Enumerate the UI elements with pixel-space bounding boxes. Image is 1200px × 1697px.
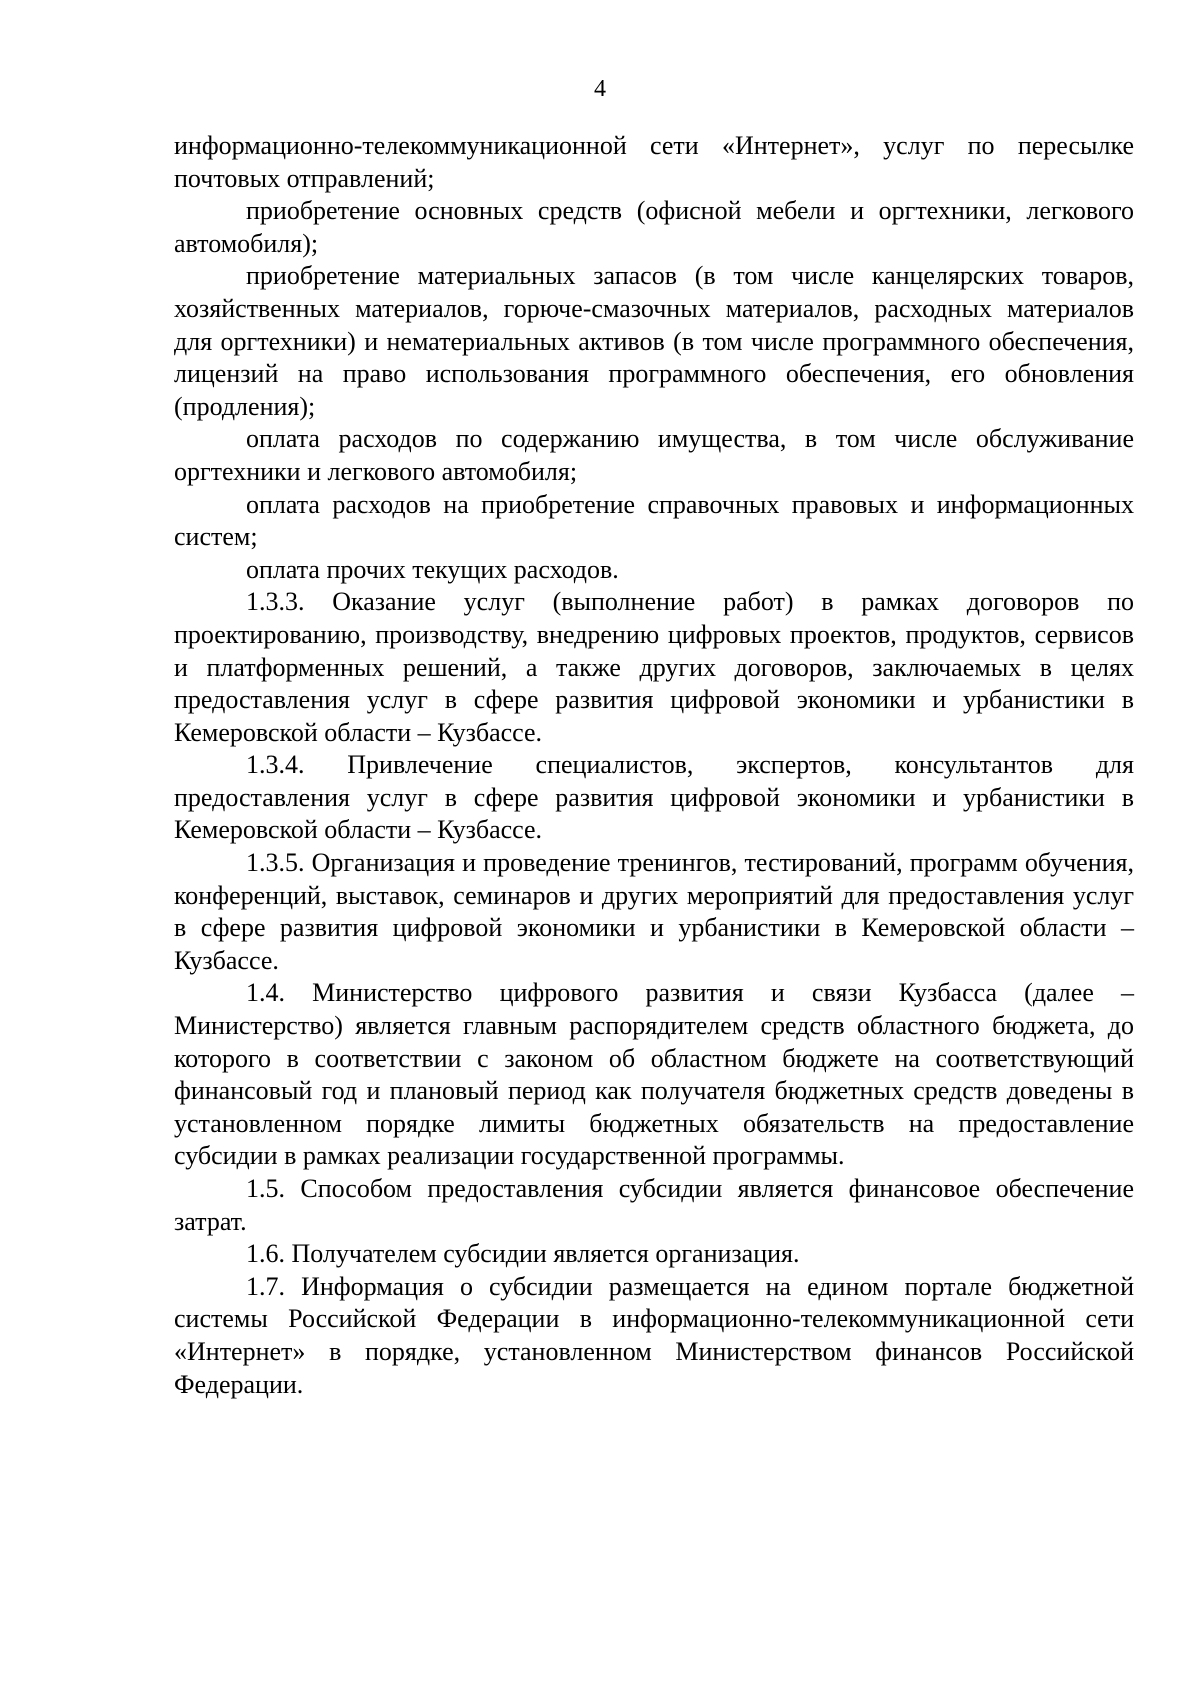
paragraph-material-stocks: приобретение материальных запасов (в том числе канцелярских товаров, хозяйственных материалов, горюче-смазочных материалов, расходных материалов для оргтехники) и нематериальных активов (в том числе программного обеспечения, лицензий на право использования программного обеспечения, его обновления (продления);: [174, 261, 1134, 421]
document-body: [174, 130, 1134, 1401]
paragraph-1-5: 1.5. Способом предоставления субсидии является финансовое обеспечение затрат.: [174, 1174, 1134, 1236]
paragraph-1-3-5: 1.3.5. Организация и проведение тренингов, тестирований, программ обучения, конференций, выставок, семинаров и других мероприятий для предоставления услуг в сфере развития цифровой экономики и урбанистики в Кемеровской области – Кузбассе.: [174, 848, 1134, 975]
paragraph-property-maintenance: оплата расходов по содержанию имущества, в том числе обслуживание оргтехники и легкового автомобиля;: [174, 424, 1134, 486]
paragraph-1-3-4: 1.3.4. Привлечение специалистов, экспертов, консультантов для предоставления услуг в сфере развития цифровой экономики и урбанистики в Кемеровской области – Кузбассе.: [174, 750, 1134, 845]
paragraph-1-4: 1.4. Министерство цифрового развития и связи Кузбасса (далее – Министерство) является главным распорядителем средств областного бюджета, до которого в соответствии с законом об областном бюджете на соответствующий финансовый год и плановый период как получателя бюджетных средств доведены в установленном порядке лимиты бюджетных обязательств на предоставление субсидии в рамках реализации государственной программы.: [174, 978, 1134, 1171]
paragraph-fixed-assets: приобретение основных средств (офисной мебели и оргтехники, легкового автомобиля);: [174, 196, 1134, 258]
page-number: 4: [594, 76, 606, 102]
paragraph-1-6: 1.6. Получателем субсидии является организация.: [246, 1239, 800, 1269]
paragraph-reference-systems: оплата расходов на приобретение справочных правовых и информационных систем;: [174, 489, 1134, 552]
paragraph-1-3-3: 1.3.3. Оказание услуг (выполнение работ) в рамках договоров по проектированию, производству, внедрению цифровых проектов, продуктов, сервисов и платформенных решений, а также других договоров, заключаемых в целях предоставления услуг в сфере развития цифровой экономики и урбанистики в Кемеровской области – Кузбассе.: [174, 587, 1134, 747]
paragraph-other-expenses: оплата прочих текущих расходов.: [246, 554, 619, 584]
paragraph-continuation: информационно-телекоммуникационной сети «Интернет», услуг по пересылке почтовых отправлений;: [174, 131, 1134, 193]
paragraph-1-7: 1.7. Информация о субсидии размещается на едином портале бюджетной системы Российской Федерации в информационно-телекоммуникационной сети «Интернет» в порядке, установленном Министерством финансов Российской Федерации.: [174, 1271, 1134, 1399]
